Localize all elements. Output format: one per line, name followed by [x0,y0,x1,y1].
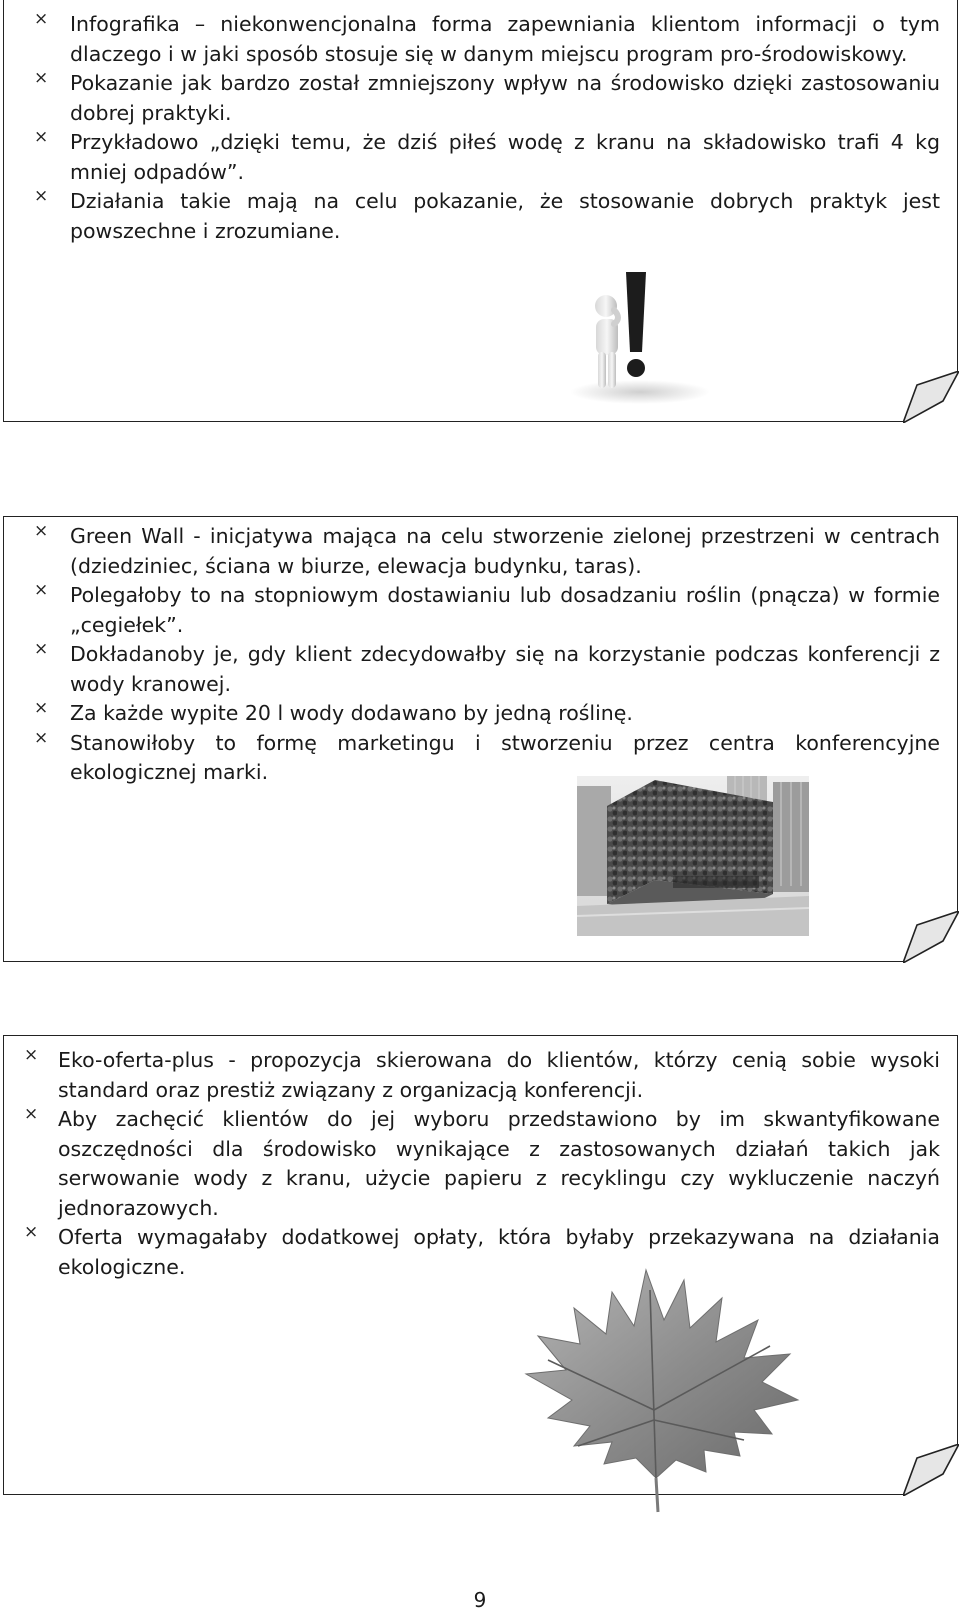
cross-bullet-icon: × [34,639,49,659]
cross-bullet-icon: × [34,521,49,541]
list-item: × Pokazanie jak bardzo został zmniejszony wpływ na środowisko dzięki zastosowaniu dobrej praktyki. [70,69,940,128]
cross-bullet-icon: × [34,727,49,748]
list-item: × Green Wall - inicjatywa mająca na celu stworzenie zielonej przestrzeni w centrach (dziedziniec, ściana w biurze, elewacja budynku, taras). [70,522,940,581]
page-curl-icon [903,371,959,423]
list-item: × Stanowiłoby to formę marketingu i stworzeniu przez centra konferencyjne ekologicznej marki. [70,729,940,788]
list-item: × Dokładanoby je, gdy klient zdecydowałby się na korzystanie podczas konferencji z wody kranowej. [70,640,940,699]
thinking-person-exclamation-icon [570,270,710,405]
cross-bullet-icon: × [34,68,49,88]
list-item: × Oferta wymagałaby dodatkowej opłaty, która byłaby przekazywana na działania ekologiczne. [58,1223,940,1282]
page-number: 9 [473,1588,487,1612]
cross-bullet-icon: × [24,1045,39,1065]
cross-bullet-icon: × [24,1222,39,1242]
bullet-list-infographic [34,9,940,246]
bullet-list-eko-oferta [24,1045,940,1282]
page-curl-icon [903,1444,959,1496]
page-curl-icon [903,911,959,963]
cross-bullet-icon: × [34,127,49,147]
cross-bullet-icon: × [34,9,49,29]
list-item: × Infografika – niekonwencjonalna forma zapewniania klientom informacji o tym dlaczego i w jaki sposób stosuje się w danym miejscu program pro-środowiskowy. [70,10,940,69]
cross-bullet-icon: × [34,580,49,600]
maple-leaf-icon [508,1250,808,1515]
list-item: × Eko-oferta-plus - propozycja skierowana do klientów, którzy cenią sobie wysoki standard oraz prestiż związany z organizacją konferencji. [58,1046,940,1105]
list-item: × Przykładowo „dzięki temu, że dziś piłeś wodę z kranu na składowisko trafi 4 kg mniej odpadów”. [70,128,940,187]
list-item: × Aby zachęcić klientów do jej wyboru przedstawiono by im skwantyfikowane oszczędności dla środowisko wynikające z zastosowanych działań takich jak serwowanie wody z kranu, użycie papieru z recyklingu czy wykluczenie naczyń jednorazowych. [58,1105,940,1223]
green-wall-building-icon [577,776,809,936]
bullet-list-green-wall [34,521,940,788]
cross-bullet-icon: × [34,186,49,206]
cross-bullet-icon: × [34,698,49,718]
list-item: × Polegałoby to na stopniowym dostawianiu lub dosadzaniu roślin (pnącza) w formie „cegiełek”. [70,581,940,640]
list-item: × Za każde wypite 20 l wody dodawano by jedną roślinę. [70,699,940,729]
cross-bullet-icon: × [24,1104,39,1124]
list-item: × Działania takie mają na celu pokazanie, że stosowanie dobrych praktyk jest powszechne i zrozumiane. [70,187,940,246]
